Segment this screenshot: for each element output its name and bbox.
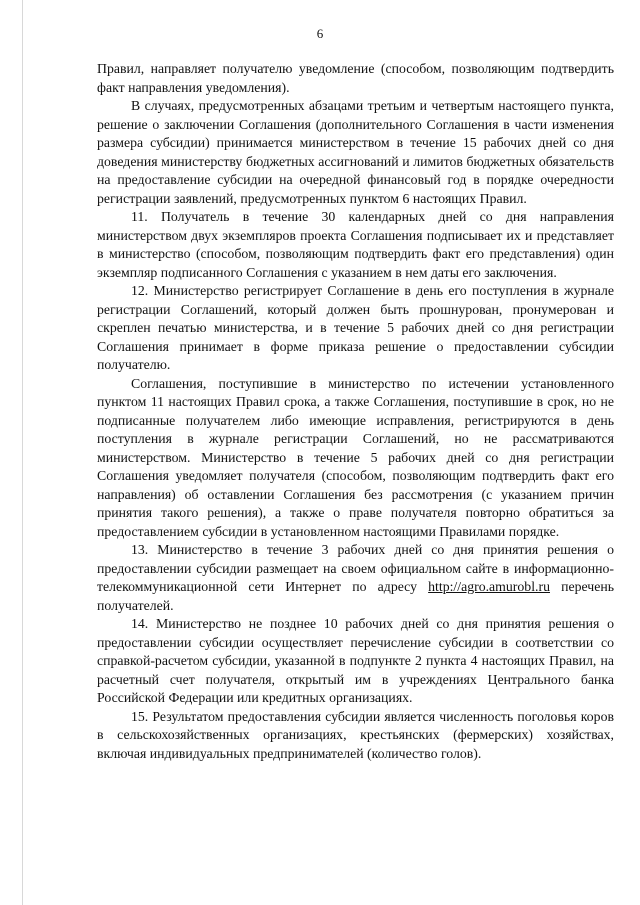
paragraph-13: [97, 541, 614, 615]
paragraph-decision-timing: В случаях, предусмотренных абзацами третьим и четвертым настоящего пункта, решение о заключении Соглашения (дополнительного Соглашения в части изменения размера субсидии) принимается министерством в течение 15 рабочих дней со дня доведения министерству бюджетных ассигнований и лимитов бюджетных обязательств на предоставление субсидии на очередной финансовый год в порядке очередности регистрации заявлений, предусмотренных пунктом 6 настоящих Правил.: [97, 98, 614, 206]
paragraph-14: 14. Министерство не позднее 10 рабочих дней со дня принятия решения о предоставлении субсидии осуществляет перечисление субсидии в соответствии со справкой-расчетом субсидии, указанной в подпункте 2 пункта 4 настоящих Правил, на расчетный счет получателя, открытый им в учреждениях Центрального банка Российской Федерации или кредитных организациях.: [97, 616, 614, 705]
scan-edge-line: [22, 0, 23, 905]
paragraph-13-text-after: перечень получателей.: [97, 579, 615, 613]
agro-website-link[interactable]: http://agro.amurobl.ru: [428, 579, 550, 594]
paragraph-12: 12. Министерство регистрирует Соглашение в день его поступления в журнале регистрации Соглашений, который должен быть прошнурован, пронумерован и скреплен печатью министерства, и в течение 5 рабочих дней со дня регистрации Соглашения принимает в форме приказа решение о предоставлении субсидии получателю.: [97, 283, 614, 372]
paragraph-15: 15. Результатом предоставления субсидии является численность поголовья коров в сельскохозяйственных организациях, крестьянских (фермерских) хозяйствах, включая индивидуальных предпринимателей (количество голов).: [97, 708, 614, 761]
paragraph-late-agreements: Соглашения, поступившие в министерство по истечении установленного пунктом 11 настоящих Правил срока, а также Соглашения, поступившие в срок, но не подписанные получателем либо имеющие исправления, регистрируются в день поступления в журнале регистрации Соглашений, но не рассматриваются министерством. Министерство в течение 5 рабочих дней со дня регистрации Соглашения уведомляет получателя (способом, позволяющим подтвердить факт его направления) об оставлении Соглашения без рассмотрения (с указанием причин принятия такого решения), а также о праве получателя повторно обратиться за предоставлением субсидии в установленном настоящими Правилами порядке.: [97, 375, 614, 539]
page-number: 6: [316, 26, 324, 41]
paragraph-11: 11. Получатель в течение 30 календарных дней со дня направления министерством двух экземпляров проекта Соглашения подписывает их и представляет в министерство (способом, позволяющим подтвердить факт его представления) один экземпляр подписанного Соглашения с указанием в нем даты его заключения.: [97, 209, 614, 280]
paragraph-13-text-before: 13. Министерство в течение 3 рабочих дней со дня принятия решения о предоставлении субсидии размещает на своем официальном сайте в информационно-телекоммуникационной сети Интернет по адресу: [97, 542, 614, 594]
paragraph-continuation: Правил, направляет получателю уведомление (способом, позволяющим подтвердить факт направления уведомления).: [97, 61, 614, 95]
document-body: [97, 60, 614, 763]
